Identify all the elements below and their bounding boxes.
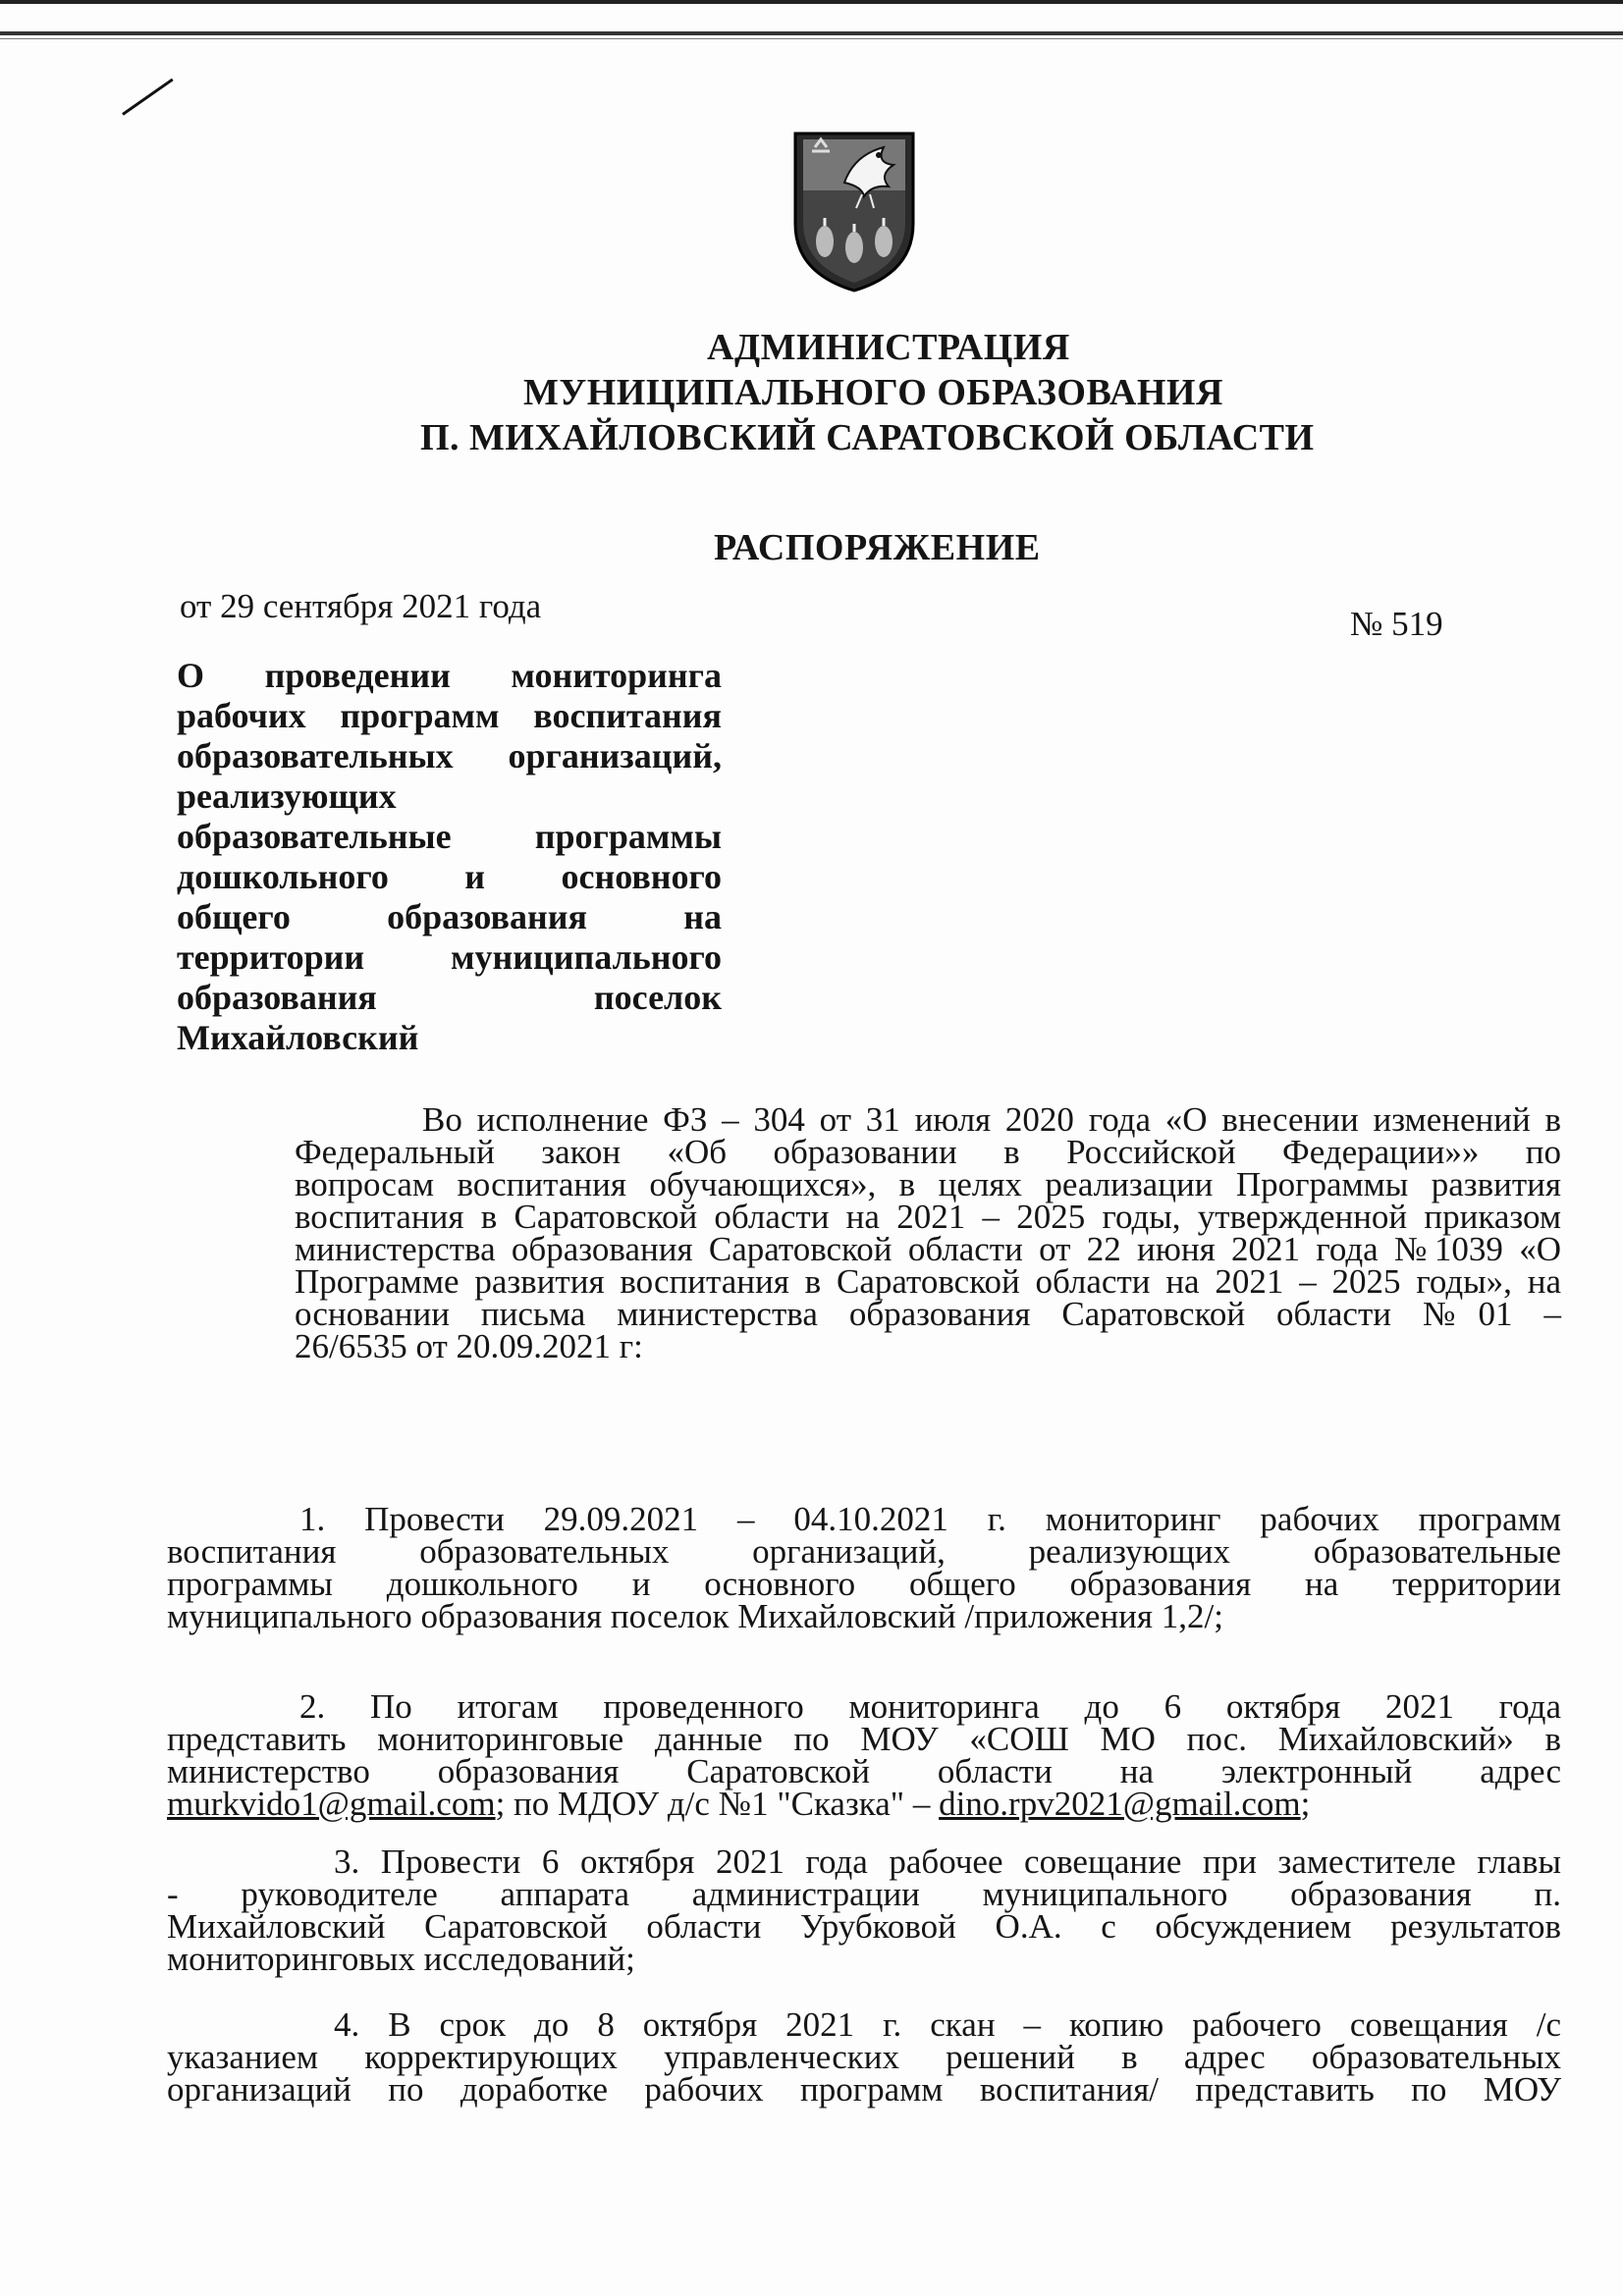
item-line: 3. Провести 6 октября 2021 года рабочее совещание при заместителе главы xyxy=(334,1842,1561,1881)
header-administration: АДМИНИСТРАЦИЯ xyxy=(707,327,1070,368)
subject-line: рабочих программ воспитания xyxy=(177,696,722,735)
document-date: от 29 сентября 2021 года xyxy=(180,587,542,625)
preamble-line: министерства образования Саратовской области от 22 июня 2021 года №1039 «О xyxy=(295,1230,1561,1268)
preamble-line: Во исполнение ФЗ – 304 от 31 июля 2020 года «О внесении изменений в xyxy=(422,1100,1561,1139)
subject-line: образовательные программы xyxy=(177,817,722,856)
email-link-kindergarten[interactable]: dino.rpv2021@gmail.com xyxy=(939,1785,1301,1823)
subject-line: образовательных организаций, xyxy=(177,736,722,775)
item-line: указанием корректирующих управленческих решений в адрес образовательных xyxy=(167,2038,1561,2076)
preamble-line: вопросам воспитания обучающихся», в целях реализации Программы развития xyxy=(295,1165,1561,1203)
subject-line: дошкольного и основного xyxy=(177,857,722,896)
item-line: представить мониторинговые данные по МОУ «СОШ МО пос. Михайловский» в xyxy=(167,1720,1561,1758)
item-line: - руководителе аппарата администрации муниципального образования п. xyxy=(167,1875,1561,1913)
item-line: программы дошкольного и основного общего образования на территории xyxy=(167,1565,1561,1603)
preamble-paragraph xyxy=(167,1100,1561,1365)
document-subject xyxy=(177,656,722,1058)
item-text: ; xyxy=(1300,1785,1311,1823)
item-text: ; по МДОУ д/с №1 "Сказка" – xyxy=(495,1785,940,1823)
subject-line: общего образования на xyxy=(177,897,722,936)
preamble-line: основании письма министерства образования Саратовской области №01 – xyxy=(295,1295,1561,1333)
subject-line: Михайловский xyxy=(177,1018,419,1057)
subject-line: территории муниципального xyxy=(177,937,722,977)
item-line: Михайловский Саратовской области Урубковой О.А. с обсуждением результатов xyxy=(167,1907,1561,1946)
item-line: организаций по доработке рабочих программ воспитания/ представить по МОУ xyxy=(167,2070,1561,2109)
item-line: воспитания образовательных организаций, реализующих образовательные xyxy=(167,1532,1561,1571)
coat-of-arms-emblem xyxy=(785,126,923,294)
subject-line: образования поселок xyxy=(177,978,722,1017)
order-item-1 xyxy=(167,1500,1561,1635)
preamble-line: воспитания в Саратовской области на 2021 – 2025 годы, утвержденной приказом xyxy=(295,1198,1561,1236)
email-link-school[interactable]: murkvido1@gmail.com xyxy=(167,1785,496,1823)
item-line-emails xyxy=(167,1785,1561,1823)
item-line: 1. Провести 29.09.2021 – 04.10.2021 г. мониторинг рабочих программ xyxy=(299,1500,1561,1538)
order-item-2 xyxy=(167,1687,1561,1823)
item-line: министерство образования Саратовской области на электронный адрес xyxy=(167,1752,1561,1790)
scan-border-line-thin xyxy=(0,38,1623,39)
item-line: мониторинговых исследований; xyxy=(167,1940,635,1978)
scan-border-line xyxy=(0,31,1623,35)
header-municipal-formation: МУНИЦИПАЛЬНОГО ОБРАЗОВАНИЯ xyxy=(523,372,1223,413)
order-item-3 xyxy=(167,1842,1561,1978)
item-line: 2. По итогам проведенного мониторинга до 6 октября 2021 года xyxy=(299,1687,1561,1726)
subject-line: О проведении мониторинга xyxy=(177,656,722,695)
pen-mark xyxy=(122,79,174,116)
page-top-edge xyxy=(0,0,1623,4)
preamble-line: Программе развития воспитания в Саратовской области на 2021 – 2025 годы», на xyxy=(295,1262,1561,1301)
subject-line: реализующих xyxy=(177,776,397,816)
item-line: муниципального образования поселок Михайловский /приложения 1,2/; xyxy=(167,1597,1223,1635)
header-settlement-region: П. МИХАЙЛОВСКИЙ САРАТОВСКОЙ ОБЛАСТИ xyxy=(420,417,1315,458)
item-line: 4. В срок до 8 октября 2021 г. скан – копию рабочего совещания /с xyxy=(334,2005,1561,2044)
preamble-line: 26/6535 от 20.09.2021 г: xyxy=(295,1327,643,1365)
order-item-4 xyxy=(167,2005,1561,2109)
document-number: № 519 xyxy=(1350,605,1443,643)
preamble-line: Федеральный закон «Об образовании в Российской Федерации»» по xyxy=(295,1133,1561,1171)
document-type-title: РАСПОРЯЖЕНИЕ xyxy=(714,527,1041,568)
